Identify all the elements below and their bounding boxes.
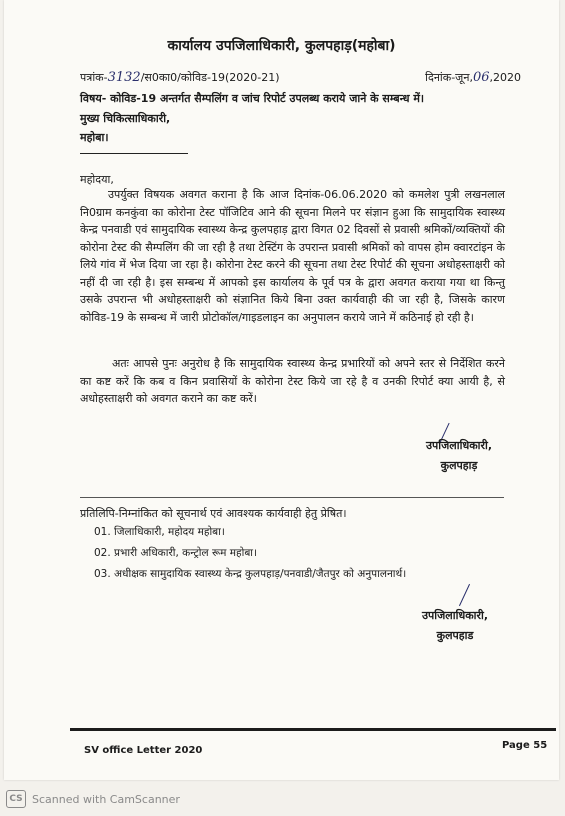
- ref-suffix: /स0का0/कोविड-19(2020-21): [140, 71, 280, 84]
- signature-place: कुलपहाड: [436, 629, 474, 642]
- addressee-underline: [80, 153, 188, 154]
- copy-item: 03. अधीक्षक सामुदायिक स्वास्थ्य केन्द्र कुलपहाड़/पनवाडी/जैतपुर को अनुपालनार्थ।: [94, 568, 407, 580]
- signature-block-2: [422, 606, 488, 646]
- copy-item: 01. जिलाधिकारी, महोदय महोबा।: [94, 526, 225, 538]
- date-prefix: दिनांक-जून,: [425, 71, 473, 84]
- signature-block-1: [426, 436, 492, 476]
- letter-date: [425, 70, 521, 85]
- copy-heading: प्रतिलिपि-निम्नांकित को सूचनार्थ एवं आवश्यक कार्यवाही हेतु प्रेषित।: [80, 507, 347, 520]
- signature-title: उपजिलाधिकारी,: [426, 439, 493, 452]
- signature-mark-2: [459, 584, 470, 606]
- date-year: ,2020: [489, 71, 521, 84]
- addressee-line2: महोबा।: [80, 131, 109, 144]
- scanner-watermark: [6, 790, 180, 808]
- page-number: Page 55: [502, 740, 548, 751]
- reference-number: [80, 70, 280, 85]
- camscanner-logo-icon: CS: [6, 790, 26, 808]
- body-paragraph-2: अतः आपसे पुनः अनुरोध है कि सामुदायिक स्वास्थ्य केन्द्र प्रभारियों को अपने स्तर से निर्देशित करने का कष्ट करें कि कब व किन प्रवासियों के कोरोना टेस्ट किये जा रहे है व उनकी रिपोर्ट क्या आयी है, से अधोहस्ताक्षरी को अवगत कराने का कष्ट करें।: [80, 357, 505, 405]
- section-divider: [80, 497, 504, 498]
- date-day-handwritten: 06: [472, 70, 490, 85]
- letter-page: [4, 0, 559, 780]
- subject-line: विषय- कोविड-19 अन्तर्गत सैम्पलिंग व जांच रिपोर्ट उपलब्ध कराये जाने के सम्बन्ध में।: [80, 92, 425, 105]
- addressee-line1: मुख्य चिकित्साधिकारी,: [80, 112, 171, 125]
- salutation: महोदया,: [80, 173, 114, 186]
- copy-item: 02. प्रभारी अधिकारी, कन्ट्रोल रूम महोबा।: [94, 547, 258, 559]
- signature-place: कुलपहाड़: [440, 459, 478, 472]
- signature-title: उपजिलाधिकारी,: [422, 609, 489, 622]
- scanner-text: Scanned with CamScanner: [32, 792, 180, 806]
- ref-prefix: पत्रांक-: [80, 71, 108, 84]
- ref-number-handwritten: 3132: [107, 70, 141, 85]
- body-paragraph-1: उपर्युक्त विषयक अवगत कराना है कि आज दिनांक-06.06.2020 को कमलेश पुत्री लखनलाल नि0ग्राम कनकुंवा का कोरोना टेस्ट पॉजिटिव आने की सूचना मिलने पर संज्ञान हुआ कि सामुदायिक स्वास्थ्य केन्द्र पनवाडी एवं सामुदायिक स्वास्थ्य केन्द्र कुलपहाड़ द्वारा विगत 02 दिवसों से प्रवासी श्रमिकों/व्यक्तियों की कोरोना टेस्ट की सैम्पलिंग की जा रही है तथा टेस्टिंग के उपरान्त प्रवासी श्रमिकों को वापस होम क्वारटांइन के लिये गांव में भेज दिया जा रहा है। कोरोना टेस्ट करने की सूचना तथा टेस्ट रिपोर्ट की सूचना अधोहस्ताक्षरी को नहीं दी जा रही है। इस सम्बन्ध में आपको इस कार्यालय के पूर्व पत्र के द्वारा अवगत कराया गया था किन्तु उसके उपरान्त भी अधोहस्ताक्षरी को संज्ञानित किये बिना उक्त कार्यवाही की जा रही है, जिसके कारण कोविड-19 के सम्बन्ध में जारी प्रोटोकॉल/गाइडलाइन का अनुपालन कराये जाने में कठिनाई हो रही है।: [80, 188, 505, 324]
- footer-left-text: SV office Letter 2020: [84, 745, 203, 756]
- office-title: कार्यालय उपजिलाधिकारी, कुलपहाड़(महोबा): [167, 38, 396, 54]
- footer-rule: [70, 728, 556, 731]
